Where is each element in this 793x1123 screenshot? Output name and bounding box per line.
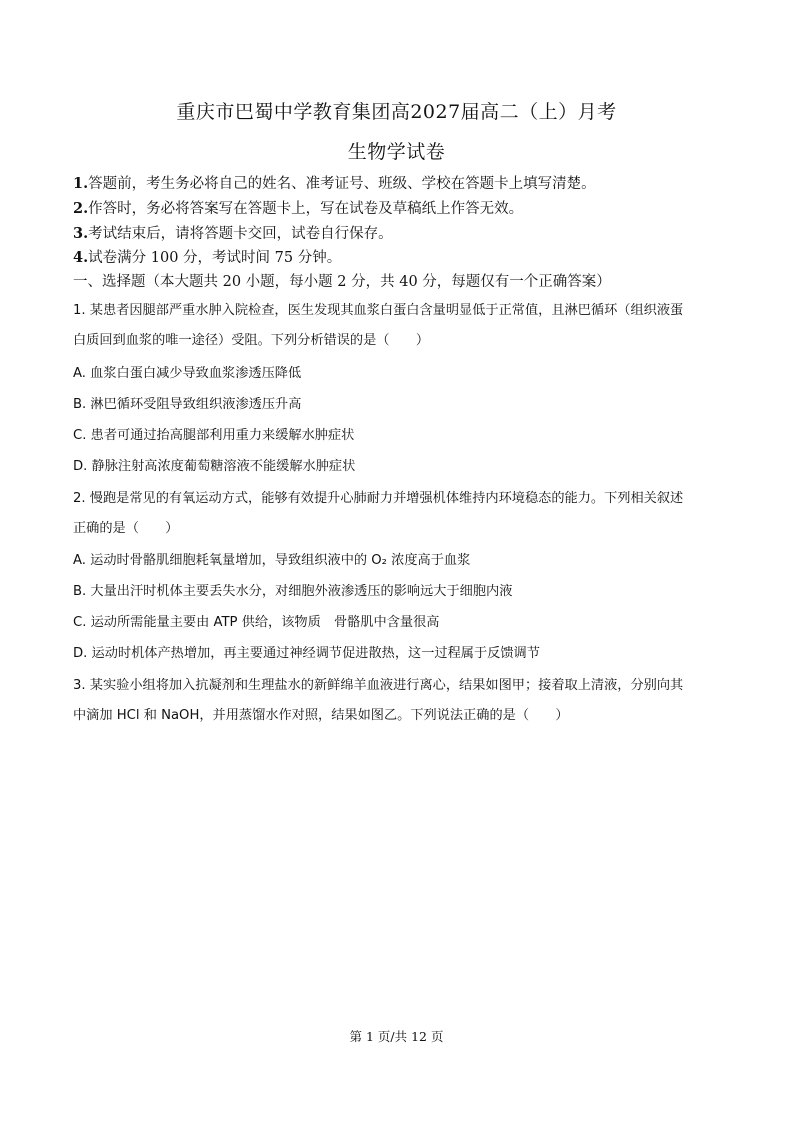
- question-2-option-b: B. 大量出汗时机体主要丢失水分，对细胞外液渗透压的影响远大于细胞内液: [73, 584, 513, 599]
- question-2-stem-line1: 2. 慢跑是常见的有氧运动方式，能够有效提升心肺耐力并增强机体维持内环境稳态的能力。下列相关叙述: [73, 491, 684, 506]
- question-2-stem-line2: 正确的是（ ）: [73, 521, 179, 536]
- question-2-option-d: D. 运动时机体产热增加，再主要通过神经调节促进散热，这一过程属于反馈调节: [73, 646, 540, 661]
- question-2-option-a: A. 运动时骨骼肌细胞耗氧量增加，导致组织液中的 O₂ 浓度高于血浆: [73, 553, 471, 568]
- question-1-option-c: C. 患者可通过抬高腿部利用重力来缓解水肿症状: [73, 428, 355, 443]
- instruction-text: 作答时，务必将答案写在答题卡上，写在试卷及草稿纸上作答无效。: [88, 201, 524, 217]
- instruction-3: [73, 227, 393, 242]
- section-heading: 一、选择题（本大题共 20 小题，每小题 2 分，共 40 分，每题仅有一个正确答案）: [73, 274, 611, 290]
- instruction-text: 答题前，考生务必将自己的姓名、准考证号、班级、学校在答题卡上填写清楚。: [88, 176, 596, 192]
- question-3-stem-line1: 3. 某实验小组将加入抗凝剂和生理盐水的新鲜绵羊血液进行离心，结果如图甲；接着取上清液，分别向其: [73, 678, 684, 693]
- page-subtitle: 生物学试卷: [347, 141, 446, 163]
- page-title: 重庆市巴蜀中学教育集团高2027届高二（上）月考: [176, 101, 617, 123]
- question-1-stem-line2: 白质回到血浆的唯一途径）受阻。下列分析错误的是（ ）: [73, 333, 430, 348]
- question-3-stem-line2: 中滴加 HCl 和 NaOH，并用蒸馏水作对照，结果如图乙。下列说法正确的是（ ）: [73, 708, 569, 723]
- page-footer: 第 1 页/共 12 页: [349, 1029, 444, 1044]
- instruction-number: 3.: [73, 225, 89, 242]
- question-1-stem-line1: 1. 某患者因腿部严重水肿入院检查，医生发现其血浆白蛋白含量明显低于正常值，且淋巴循环（组织液蛋: [73, 303, 684, 318]
- question-1-option-d: D. 静脉注射高浓度葡萄糖溶液不能缓解水肿症状: [73, 459, 356, 474]
- instruction-number: 1.: [73, 175, 89, 192]
- instruction-4: [73, 251, 341, 266]
- question-1-option-a: A. 血浆白蛋白减少导致血浆渗透压降低: [73, 366, 302, 381]
- instruction-number: 4.: [73, 249, 89, 266]
- instruction-2: [73, 202, 523, 217]
- instruction-number: 2.: [73, 200, 89, 217]
- question-1-option-b: B. 淋巴循环受阻导致组织液渗透压升高: [73, 397, 302, 412]
- instruction-text: 考试结束后，请将答题卡交回，试卷自行保存。: [88, 226, 393, 242]
- instruction-1: [73, 177, 596, 192]
- question-2-option-c: C. 运动所需能量主要由 ATP 供给，该物质 骨骼肌中含量很高: [73, 615, 440, 630]
- instruction-text: 试卷满分 100 分，考试时间 75 分钟。: [88, 250, 342, 266]
